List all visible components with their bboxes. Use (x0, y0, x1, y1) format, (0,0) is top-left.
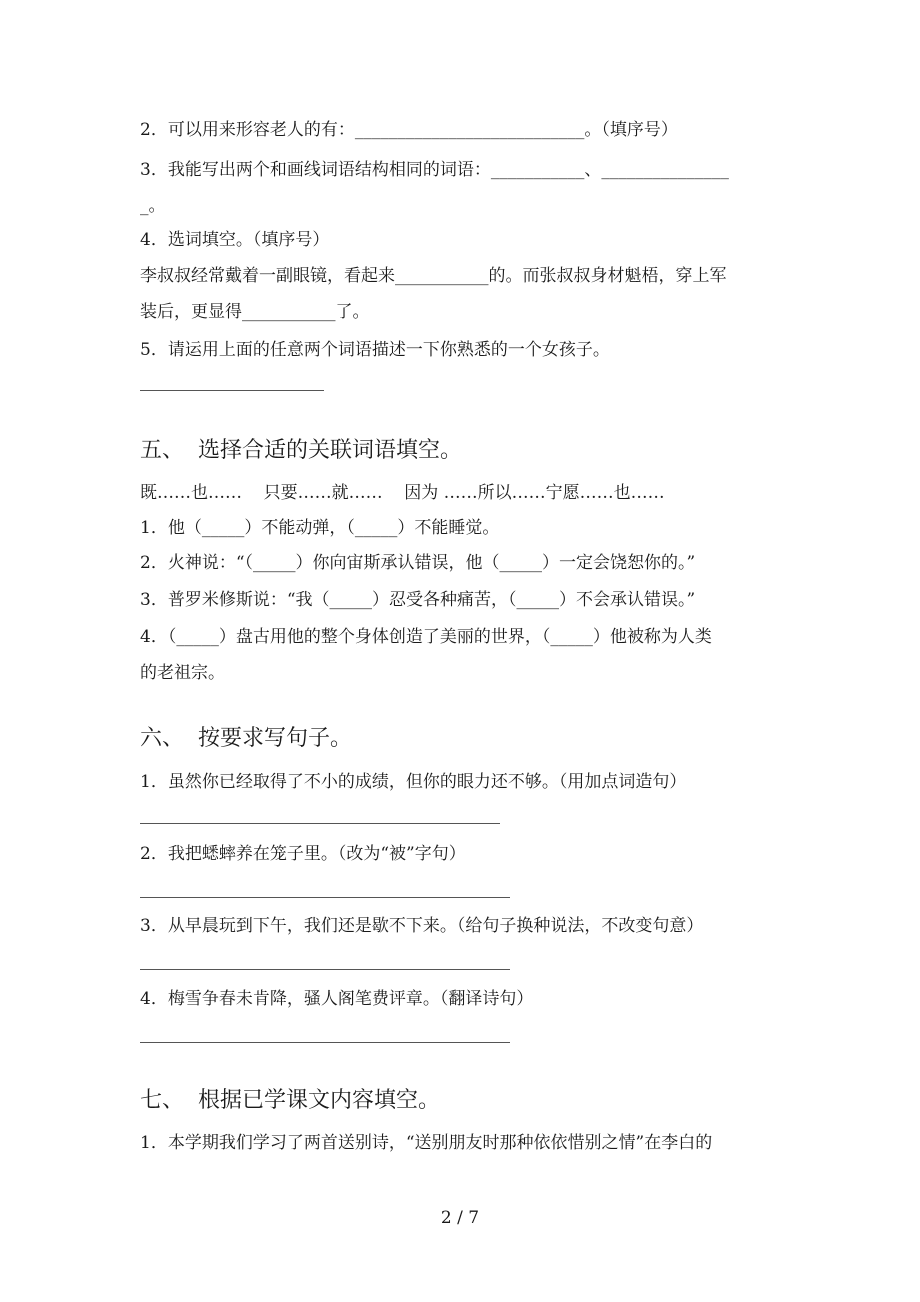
question-6-2: 2．我把蟋蟀养在笼子里。（改为“被”字句） (140, 844, 466, 864)
question-5-4: 4．（_____）盘古用他的整个身体创造了美丽的世界，（_____）他被称为人类 (140, 627, 712, 647)
question-4-4-text-cont: 装后，更显得___________了。 (140, 302, 370, 322)
question-5-2: 2．火神说：“（_____）你向宙斯承认错误，他（_____）一定会饶恕你的。” (140, 553, 696, 573)
question-7-1: 1．本学期我们学习了两首送别诗，“送别朋友时那种依依惜别之情”在李白的 (140, 1133, 713, 1153)
section-5-heading: 五、 选择合适的关联词语填空。 (140, 438, 462, 463)
question-4-5: 5．请运用上面的任意两个词语描述一下你熟悉的一个女孩子。 (140, 340, 610, 360)
question-5-4-cont: 的老祖宗。 (140, 663, 225, 683)
page-number: 2 / 7 (440, 1208, 480, 1228)
question-5-3: 3．普罗米修斯说：“我（_____）忍受各种痛苦，（_____）不会承认错误。” (140, 590, 696, 610)
answer-line (140, 823, 500, 824)
question-6-3: 3．从早晨玩到下午，我们还是歇不下来。（给句子换种说法，不改变句意） (140, 916, 704, 936)
question-6-4: 4．梅雪争春未肯降，骚人阁笔费评章。（翻译诗句） (140, 989, 534, 1009)
answer-line (140, 1042, 510, 1043)
answer-line (140, 897, 510, 898)
question-4-2: 2．可以用来形容老人的有：___________________________。（填序号） (140, 120, 678, 140)
question-4-4-text: 李叔叔经常戴着一副眼镜，看起来___________的。而张叔叔身材魁梧，穿上军 (140, 266, 727, 286)
section-7-heading: 七、 根据已学课文内容填空。 (140, 1088, 440, 1113)
question-5-1: 1．他（_____）不能动弹，（_____）不能睡觉。 (140, 518, 500, 538)
question-4-3: 3．我能写出两个和画线词语结构相同的词语：___________、_______________ (140, 160, 729, 180)
conjunction-options: 既……也…… 只要……就…… 因为 ……所以……宁愿……也…… (140, 483, 665, 503)
question-4-4-title: 4．选词填空。（填序号） (140, 230, 330, 250)
question-4-3-cont: _。 (140, 196, 166, 216)
answer-line (140, 969, 510, 970)
answer-line (140, 390, 324, 391)
section-6-heading: 六、 按要求写句子。 (140, 726, 352, 751)
question-6-1: 1．虽然你已经取得了不小的成绩，但你的眼力还不够。（用加点词造句） (140, 772, 687, 792)
